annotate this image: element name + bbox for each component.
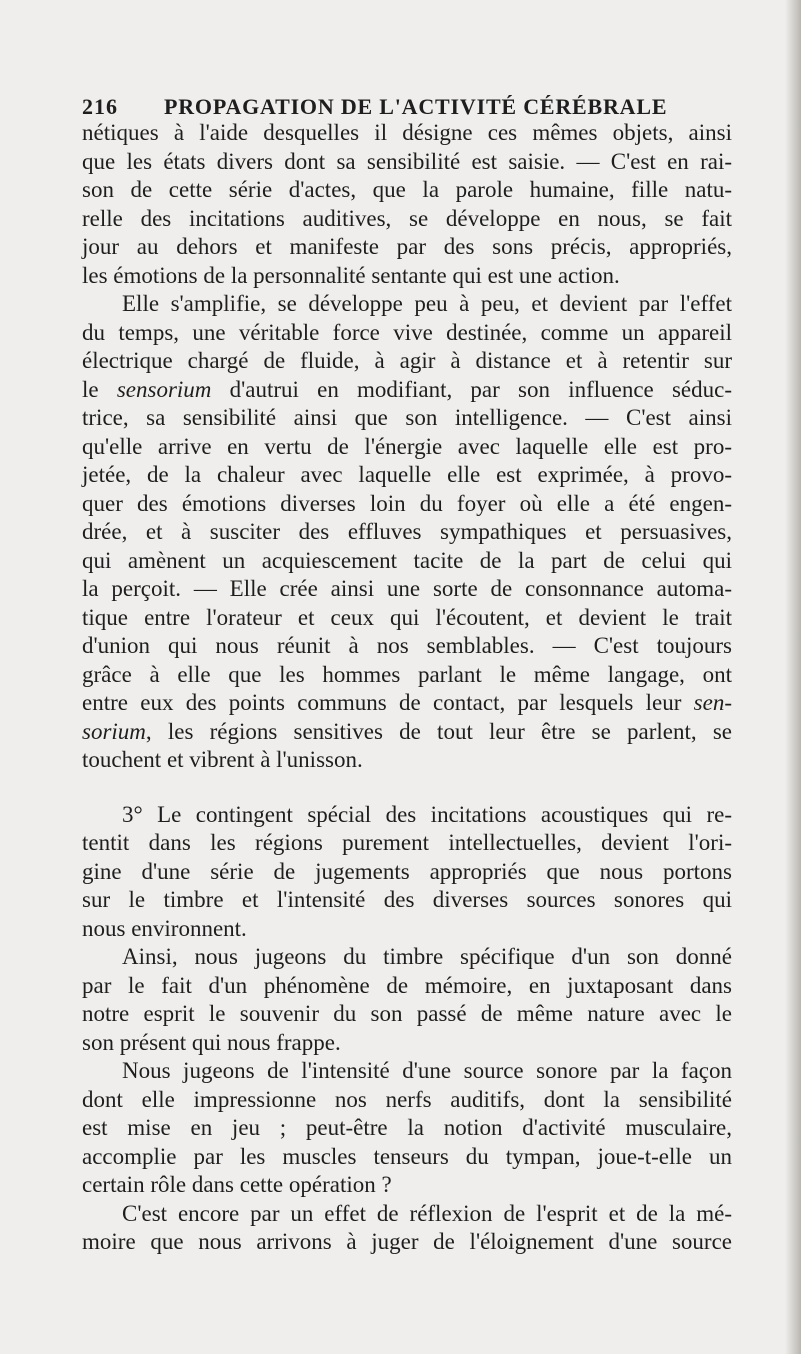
text-line <box>82 376 732 405</box>
text-line: du temps, une véritable force vive destinée, comme un appareil <box>82 319 732 345</box>
text-line: accomplie par les muscles tenseurs du tympan, joue-t-elle un <box>82 1143 732 1169</box>
text-line <box>82 718 732 747</box>
text-line: qui amènent un acquiescement tacite de la part de celui qui <box>82 547 732 573</box>
text-line: qu'elle arrive en vertu de l'énergie avec laquelle elle est pro- <box>82 433 732 459</box>
running-title: PROPAGATION DE L'ACTIVITÉ CÉRÉBRALE <box>164 94 668 119</box>
text-line: que les états divers dont sa sensibilité est saisie. — C'est en rai- <box>82 148 732 174</box>
text-line: gine d'une série de jugements appropriés que nous portons <box>82 858 732 884</box>
text-run: entre eux des points communs de contact, par lesquels leur <box>82 690 694 715</box>
text-line: son de cette série d'actes, que la parole humaine, fille natu- <box>82 177 732 202</box>
italic-term: sorium <box>82 718 146 744</box>
text-line: la perçoit. — Elle crée ainsi une sorte de consonnance automa- <box>82 576 732 601</box>
text-line: jetée, de la chaleur avec laquelle elle est exprimée, à provo- <box>82 462 732 487</box>
text-run: , les régions sensitives de tout leur être se parlent, se <box>145 718 732 744</box>
page-edge-shadow <box>785 0 801 1354</box>
text-line: son présent qui nous frappe. <box>82 1029 341 1055</box>
italic-term: sensorium <box>116 376 212 402</box>
text-line: C'est encore par un effet de réflexion de l'esprit et de la mé- <box>122 1200 732 1226</box>
text-line: Ainsi, nous jugeons du timbre spécifique d'un son donné <box>122 944 732 969</box>
text-line: trice, sa sensibilité ainsi que son intelligence. — C'est ainsi <box>82 405 732 430</box>
text-run: le <box>82 376 117 402</box>
text-line: tentit dans les régions purement intellectuelles, devient l'ori- <box>82 830 732 855</box>
text-line: est mise en jeu ; peut-être la notion d'activité musculaire, <box>82 1115 732 1140</box>
text-run: d'autrui en modifiant, par son influence séduc- <box>211 376 732 402</box>
text-line: nous environnent. <box>82 915 247 941</box>
text-line: moire que nous arrivons à juger de l'éloignement d'une source <box>82 1229 732 1254</box>
text-line: tique entre l'orateur et ceux qui l'écoutent, et devient le trait <box>82 604 732 630</box>
text-line: les émotions de la personnalité sentante qui est une action. <box>82 262 620 288</box>
text-line: touchent et vibrent à l'unisson. <box>82 747 363 772</box>
text-line: 3° Le contingent spécial des incitations acoustiques qui re- <box>122 801 732 827</box>
page-number: 216 <box>82 94 118 119</box>
text-line: Elle s'amplifie, se développe peu à peu, et devient par l'effet <box>122 291 732 316</box>
text-line: nétiques à l'aide desquelles il désigne ces mêmes objets, ainsi <box>82 120 732 145</box>
body-text <box>82 119 732 1257</box>
text-line: grâce à elle que les hommes parlant le même langage, ont <box>82 661 732 687</box>
text-line: par le fait d'un phénomène de mémoire, en juxtaposant dans <box>82 972 732 998</box>
text-line: jour au dehors et manifeste par des sons précis, appropriés, <box>82 234 732 259</box>
text-line: drée, et à susciter des effluves sympathiques et persuasives, <box>82 519 732 544</box>
text-line: notre esprit le souvenir du son passé de même nature avec le <box>82 1001 732 1026</box>
text-line: dont elle impressionne nos nerfs auditifs, dont la sensibilité <box>82 1086 732 1112</box>
text-line: électrique chargé de fluide, à agir à distance et à retentir sur <box>82 348 732 373</box>
text-line: relle des incitations auditives, se développe en nous, se fait <box>82 205 732 231</box>
text-line <box>82 689 732 718</box>
text-line: certain rôle dans cette opération ? <box>82 1172 392 1197</box>
text-line: Nous jugeons de l'intensité d'une source sonore par la façon <box>122 1058 732 1083</box>
text-line: d'union qui nous réunit à nos semblables. — C'est toujours <box>82 633 732 658</box>
italic-term: sen- <box>693 690 732 715</box>
text-line: quer des émotions diverses loin du foyer où elle a été engen- <box>82 490 732 516</box>
text-line: sur le timbre et l'intensité des diverses sources sonores qui <box>82 887 732 912</box>
